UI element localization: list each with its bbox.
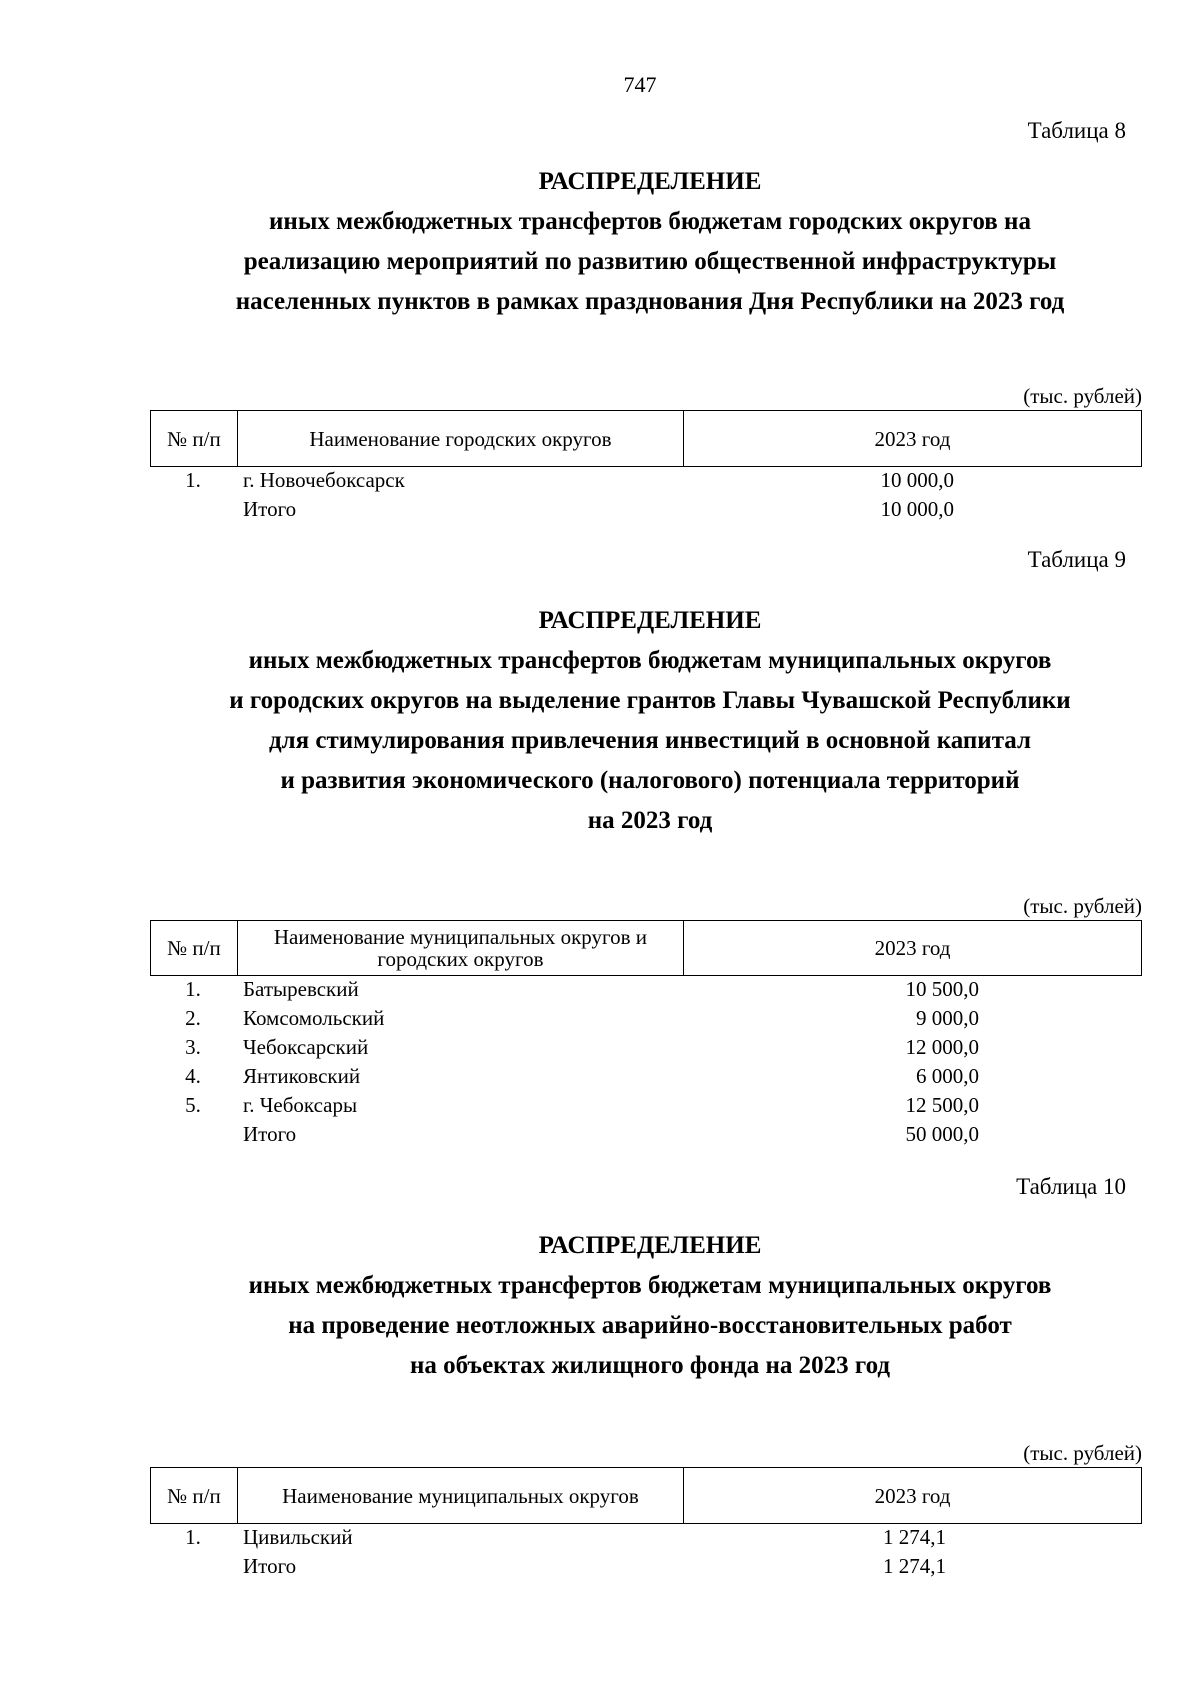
table-8-heading [140,162,1160,322]
column-header-number: № п/п [151,411,238,467]
table-row [150,1523,1142,1552]
table-9-header [150,920,1142,976]
table-10-heading [140,1226,1160,1386]
row-value: 1 274,1 [883,1525,946,1549]
heading-line: населенных пунктов в рамках празднования Дня Республики на 2023 год [235,288,1065,315]
row-name: Чебоксарский [243,1035,369,1059]
column-header-number: № п/п [151,921,238,976]
table-row [150,466,1142,495]
table-9-label: Таблица 9 [1027,547,1126,572]
column-header-year: 2023 год [684,1468,1142,1524]
row-value: 10 000,0 [880,468,954,492]
column-header-name: Наименование муниципальных округов и городских округов [237,921,683,976]
heading-line: и городских округов на выделение грантов Главы Чувашской Республики [229,687,1071,714]
heading-line: на проведение неотложных аварийно-восстановительных работ [288,1312,1012,1339]
heading-line: иных межбюджетных трансфертов бюджетам муниципальных округов [248,1272,1052,1299]
table-10-label: Таблица 10 [1016,1174,1126,1199]
table-10-header [150,1467,1142,1524]
heading-line: и развития экономического (налогового) потенциала территорий [280,767,1020,794]
row-number: 1. [185,1525,201,1549]
column-header-year: 2023 год [684,921,1142,976]
row-number: 2. [185,1006,201,1030]
row-name: Итого [243,1122,297,1146]
row-value: 1 274,1 [883,1554,946,1578]
heading-line: РАСПРЕДЕЛЕНИЕ [538,1232,762,1259]
heading-line: реализацию мероприятий по развитию общественной инфраструктуры [243,248,1057,275]
row-number: 1. [185,468,201,492]
heading-line: иных межбюджетных трансфертов бюджетам муниципальных округов [248,647,1052,674]
heading-line: на объектах жилищного фонда на 2023 год [409,1352,891,1379]
table-9-heading [140,601,1160,841]
row-value: 6 000,0 [916,1064,979,1088]
heading-line: РАСПРЕДЕЛЕНИЕ [538,168,762,195]
row-name: г. Чебоксары [243,1093,358,1117]
table-9-unit: (тыс. рублей) [1023,894,1142,918]
row-value: 12 000,0 [905,1035,979,1059]
heading-line: на 2023 год [587,807,713,834]
heading-line: для стимулирования привлечения инвестиций в основной капитал [268,727,1032,754]
row-name: Янтиковский [243,1064,361,1088]
row-name: г. Новочебоксарск [243,468,405,492]
table-8-unit: (тыс. рублей) [1023,384,1142,408]
row-number: 4. [185,1064,201,1088]
column-header-year: 2023 год [684,411,1142,467]
table-row-total [150,1120,1142,1149]
column-header-name: Наименование городских округов [237,411,683,467]
heading-line: иных межбюджетных трансфертов бюджетам городских округов на [269,208,1031,235]
row-value: 10 500,0 [905,977,979,1001]
column-header-name: Наименование муниципальных округов [237,1468,683,1524]
row-name: Батыревский [243,977,359,1001]
table-10-unit: (тыс. рублей) [1023,1441,1142,1465]
column-header-number: № п/п [151,1468,238,1524]
table-row [150,1091,1142,1120]
row-value: 12 500,0 [905,1093,979,1117]
row-number: 5. [185,1093,201,1117]
table-row-total [150,495,1142,524]
row-value: 10 000,0 [880,497,954,521]
table-row [150,1004,1142,1033]
row-value: 50 000,0 [905,1122,979,1146]
table-8-body [150,466,1142,524]
table-8-label: Таблица 8 [1027,118,1126,143]
row-name: Цивильский [243,1525,353,1549]
row-name: Комсомольский [243,1006,385,1030]
table-10-body [150,1523,1142,1581]
table-8-header [150,410,1142,467]
row-value: 9 000,0 [916,1006,979,1030]
page-number: 747 [623,72,657,97]
table-row [150,1033,1142,1062]
row-name: Итого [243,497,297,521]
row-number: 1. [185,977,201,1001]
table-row-total [150,1552,1142,1581]
table-9-body [150,975,1142,1149]
row-number: 3. [185,1035,201,1059]
table-row [150,1062,1142,1091]
heading-line: РАСПРЕДЕЛЕНИЕ [538,607,762,634]
row-name: Итого [243,1554,297,1578]
table-row [150,975,1142,1004]
